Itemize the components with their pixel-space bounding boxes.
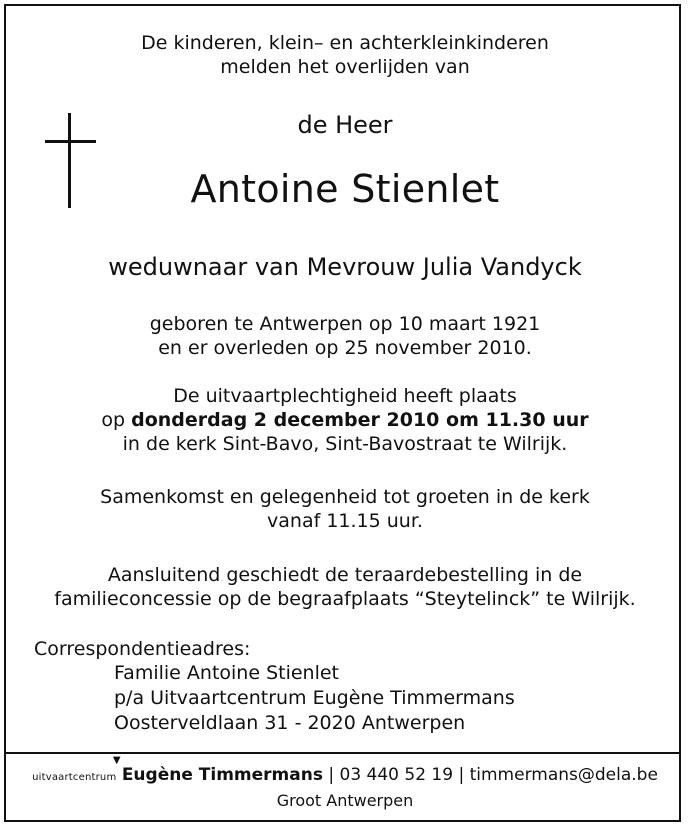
footer-region: Groot Antwerpen <box>276 791 414 810</box>
honorific: de Heer <box>297 111 393 139</box>
funeral-prefix: op <box>101 409 132 431</box>
brand-label: uitvaartcentrum <box>32 772 117 783</box>
funeral-date: donderdag 2 december 2010 om 11.30 uur <box>131 409 589 431</box>
funeral-line-1: De uitvaartplechtigheid heeft plaats <box>173 385 517 407</box>
gathering-line-2: vanaf 11.15 uur. <box>267 510 423 532</box>
intro-line-1: De kinderen, klein– en achterkleinkinderen <box>141 32 549 54</box>
separator-1: | <box>328 765 335 785</box>
separator-2: | <box>458 765 465 785</box>
footer-divider <box>6 752 679 754</box>
footer-contact <box>0 755 690 789</box>
correspondence-line-3: Oosterveldlaan 31 - 2020 Antwerpen <box>114 712 466 734</box>
phone-number[interactable]: 03 440 52 19 <box>339 765 454 785</box>
burial-line-1: Aansluitend geschiedt de teraardebestelling in de <box>107 564 583 586</box>
burial-line-2: familieconcessie op de begraafplaats “Steytelinck” te Wilrijk. <box>54 588 636 610</box>
brand-triangle-icon: ▼ <box>112 755 121 766</box>
brand-name-wrap <box>112 755 323 785</box>
born-line: geboren te Antwerpen op 10 maart 1921 <box>149 313 541 335</box>
funeral-location: in de kerk Sint-Bavo, Sint-Bavostraat te Wilrijk. <box>122 433 568 455</box>
gathering-line-1: Samenkomst en gelegenheid tot groeten in de kerk <box>100 486 590 508</box>
brand-name: Eugène Timmermans <box>121 765 323 785</box>
funeral-line-2 <box>0 408 690 432</box>
deceased-name: Antoine Stienlet <box>190 167 500 211</box>
correspondence-label: Correspondentieadres: <box>34 638 251 660</box>
died-line: en er overleden op 25 november 2010. <box>158 337 532 359</box>
cross-icon-bar <box>45 140 96 143</box>
intro-line-2: melden het overlijden van <box>220 56 470 78</box>
correspondence-line-2: p/a Uitvaartcentrum Eugène Timmermans <box>114 687 515 709</box>
email-address[interactable]: timmermans@dela.be <box>469 765 658 785</box>
correspondence-line-1: Familie Antoine Stienlet <box>114 662 340 684</box>
widower-line: weduwnaar van Mevrouw Julia Vandyck <box>108 253 582 281</box>
